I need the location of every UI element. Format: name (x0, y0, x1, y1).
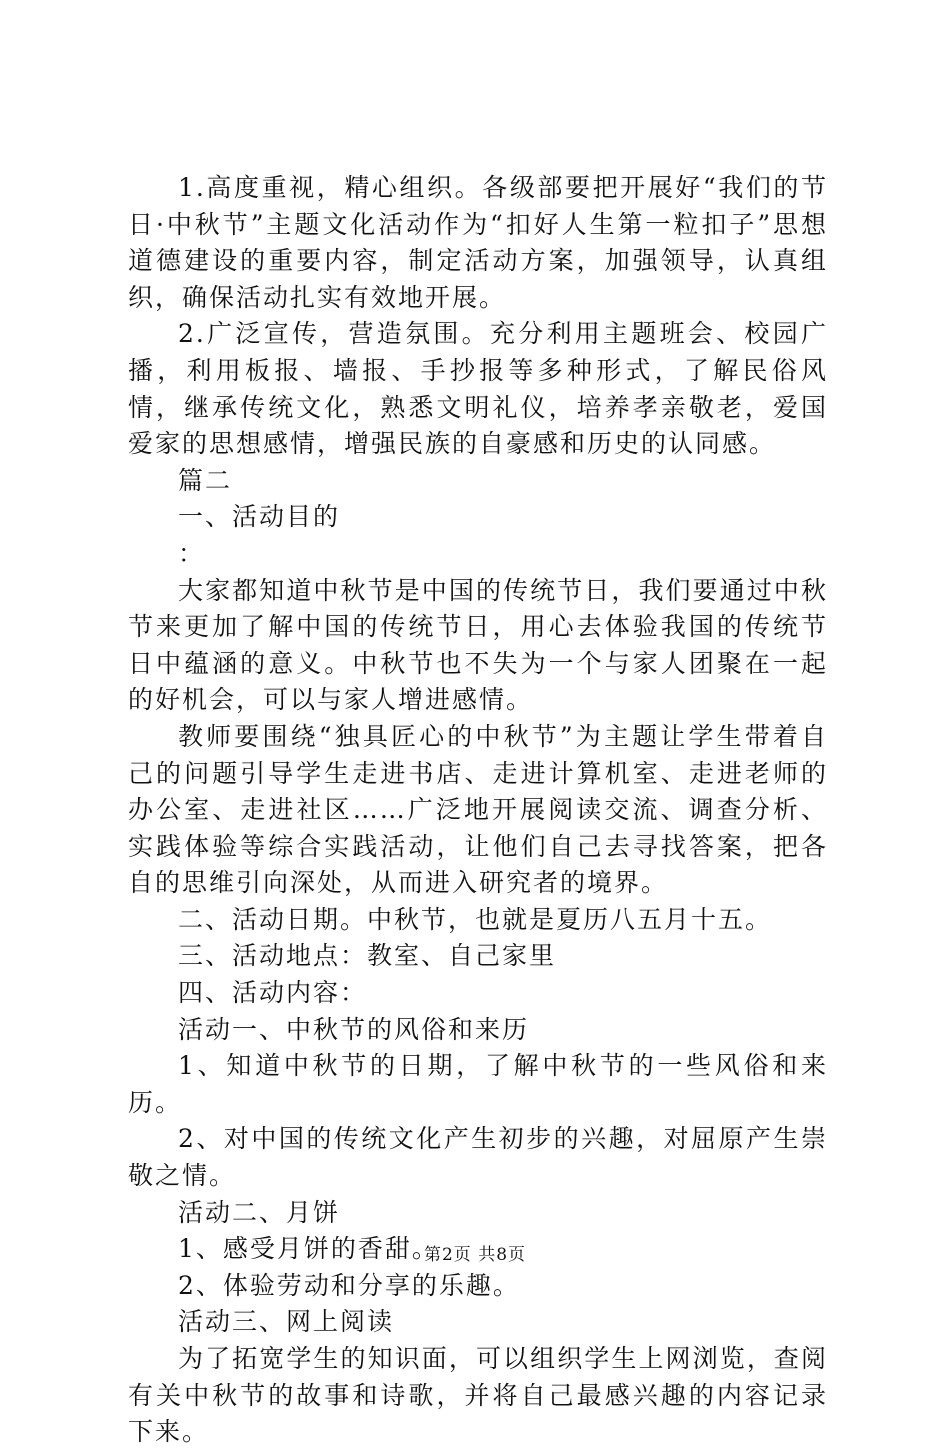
activity-location: 三、活动地点：教室、自己家里 (178, 941, 557, 971)
subheading-purpose: 一、活动目的 (178, 502, 341, 532)
activity-one-heading: 活动一、中秋节的风俗和来历 (178, 1014, 530, 1044)
activity-date: 二、活动日期。中秋节，也就是夏历八五月十五。 (178, 904, 773, 934)
page-footer (0, 1240, 950, 1265)
paragraph-teacher: 教师要围绕“独具匠心的中秋节”为主题让学生带着自己的问题引导学生走进书店、走进计算机室、走进老师的办公室、走进社区……广泛地开展阅读交流、调查分析、实践体验等综合实践活动，让他们自己去寻找答案，把各自的思维引向深处，从而进入研究者的境界。 (128, 721, 828, 898)
activity-two-item-1: 1、感受月饼的香甜。 (178, 1234, 439, 1264)
colon-line: ： (178, 538, 206, 568)
activity-one-item-2: 2、对中国的传统文化产生初步的兴趣，对屈原产生崇敬之情。 (128, 1124, 828, 1191)
paragraph-2: 2.广泛宣传，营造氛围。充分利用主题班会、校园广播，利用板报、墙报、手抄报等多种形式，了解民俗风情，继承传统文化，熟悉文明礼仪，培养孝亲敬老，爱国爱家的思想感情，增强民族的自豪感和历史的认同感。 (128, 319, 828, 459)
activity-one-item-1: 1、知道中秋节的日期，了解中秋节的一些风俗和来历。 (128, 1051, 828, 1117)
activity-three-body: 为了拓宽学生的知识面，可以组织学生上网浏览，查阅有关中秋节的故事和诗歌，并将自己最感兴趣的内容记录下来。 (128, 1344, 828, 1447)
activity-two-item-2: 2、体验劳动和分享的乐趣。 (178, 1270, 520, 1300)
activity-content-heading: 四、活动内容： (178, 978, 368, 1008)
section-heading: 篇二 (178, 465, 233, 495)
activity-two-heading: 活动二、月饼 (178, 1197, 341, 1227)
paragraph-purpose: 大家都知道中秋节是中国的传统节日，我们要通过中秋节来更加了解中国的传统节日，用心去体验我国的传统节日中蕴涵的意义。中秋节也不失为一个与家人团聚在一起的好机会，可以与家人增进感情。 (128, 575, 828, 715)
paragraph-1: 1.高度重视，精心组织。各级部要把开展好“我们的节日·中秋节”主题文化活动作为“扣好人生第一粒扣子”思想道德建设的重要内容，制定活动方案，加强领导，认真组织，确保活动扎实有效地开展。 (128, 173, 828, 312)
page-number-label: 第2页 共8页 (423, 1245, 527, 1265)
activity-three-heading: 活动三、网上阅读 (178, 1307, 395, 1337)
